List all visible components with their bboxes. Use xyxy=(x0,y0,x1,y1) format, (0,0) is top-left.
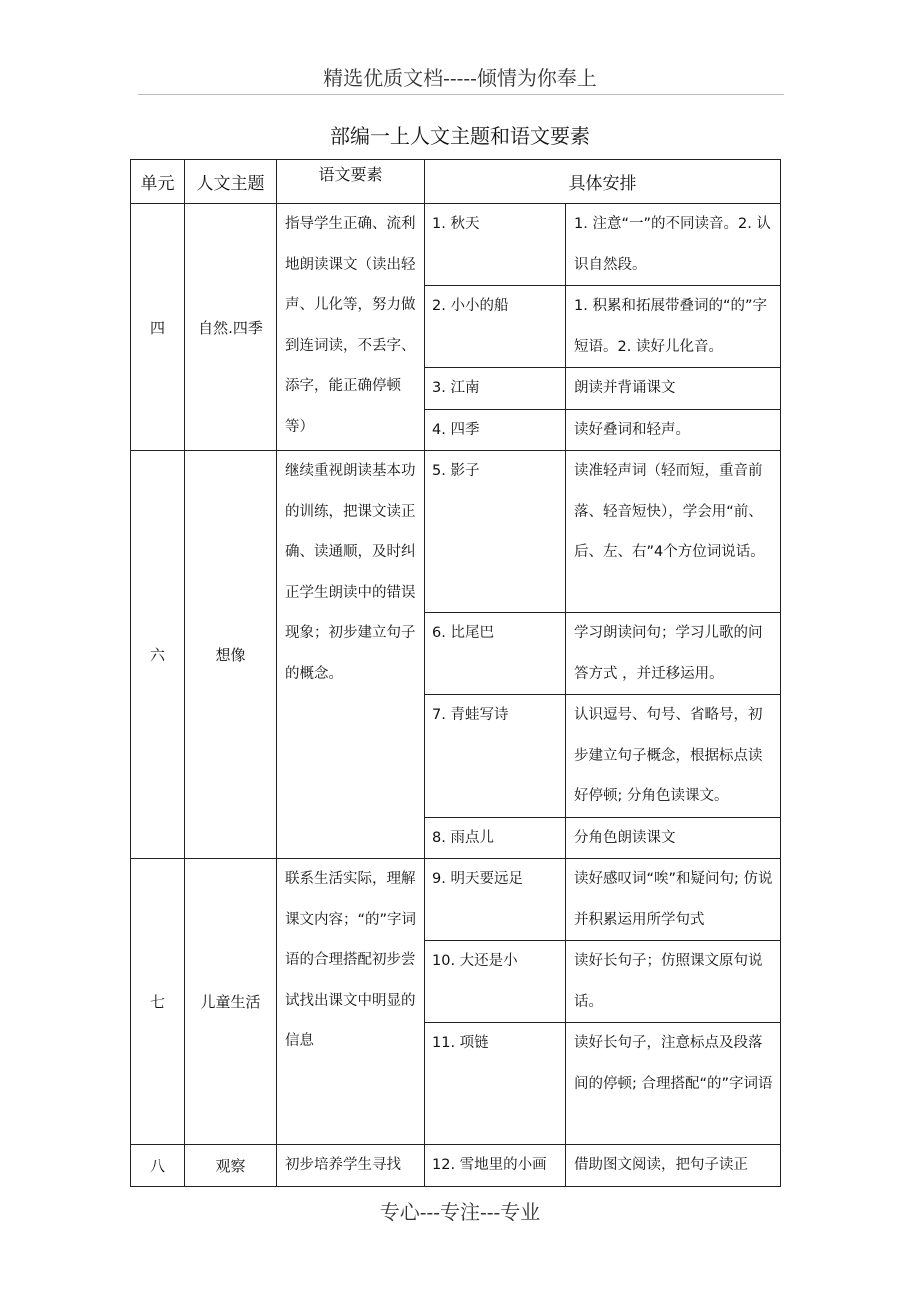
lesson-cell: 8. 雨点儿 xyxy=(425,817,566,859)
lesson-cell: 12. 雪地里的小画 xyxy=(425,1145,566,1187)
lesson-cell: 9. 明天要远足 xyxy=(425,859,566,941)
lesson-cell: 7. 青蛙写诗 xyxy=(425,695,566,818)
page-footer: 专心---专注---专业 xyxy=(379,1200,541,1224)
lesson-cell: 11. 项链 xyxy=(425,1023,566,1145)
detail-cell: 学习朗读问句；学习儿歌的问答方式 ，并迁移运用。 xyxy=(566,613,781,695)
header-elements: 语文要素 xyxy=(277,160,425,204)
page-header: 精选优质文档-----倾情为你奉上 xyxy=(323,66,597,90)
header-theme: 人文主题 xyxy=(185,160,277,204)
unit-cell: 四 xyxy=(131,204,185,451)
detail-cell: 读好叠词和轻声。 xyxy=(566,409,781,451)
table-row xyxy=(131,451,781,613)
header-arrangement: 具体安排 xyxy=(425,160,781,204)
lesson-cell: 2. 小小的船 xyxy=(425,286,566,368)
detail-cell: 读好感叹词“唉”和疑问句; 仿说并积累运用所学句式 xyxy=(566,859,781,941)
detail-cell: 借助图文阅读，把句子读正 xyxy=(566,1145,781,1187)
elements-cell: 继续重视朗读基本功的训练，把课文读正确、读通顺，及时纠正学生朗读中的错误现象；初步建立句子的概念。 xyxy=(277,451,425,859)
elements-cell: 联系生活实际，理解课文内容；“的”字词语的合理搭配初步尝试找出课文中明显的信息 xyxy=(277,859,425,1145)
detail-cell: 读好长句子；仿照课文原句说话。 xyxy=(566,941,781,1023)
header-divider xyxy=(138,94,784,95)
detail-cell: 分角色朗读课文 xyxy=(566,817,781,859)
theme-cell: 想像 xyxy=(185,451,277,859)
detail-cell: 读准轻声词（轻而短，重音前落、轻音短快），学会用“前、后、左、右”4个方位词说话。 xyxy=(566,451,781,613)
lesson-cell: 1. 秋天 xyxy=(425,204,566,286)
curriculum-table xyxy=(130,159,781,1187)
unit-cell: 八 xyxy=(131,1145,185,1187)
detail-cell: 1. 注意“一”的不同读音。2. 认识自然段。 xyxy=(566,204,781,286)
document-title: 部编一上人文主题和语文要素 xyxy=(330,124,590,148)
detail-cell: 读好长句子，注意标点及段落间的停顿; 合理搭配“的”字词语 xyxy=(566,1023,781,1145)
theme-cell: 儿童生活 xyxy=(185,859,277,1145)
lesson-cell: 5. 影子 xyxy=(425,451,566,613)
elements-cell: 指导学生正确、流利地朗读课文（读出轻声、儿化等，努力做到连词读，不丢字、添字，能正确停顿等） xyxy=(277,204,425,451)
theme-cell: 观察 xyxy=(185,1145,277,1187)
header-unit: 单元 xyxy=(131,160,185,204)
unit-cell: 六 xyxy=(131,451,185,859)
detail-cell: 1. 积累和拓展带叠词的“的”字短语。2. 读好儿化音。 xyxy=(566,286,781,368)
lesson-cell: 4. 四季 xyxy=(425,409,566,451)
table-row xyxy=(131,204,781,286)
detail-cell: 朗读并背诵课文 xyxy=(566,368,781,410)
unit-cell: 七 xyxy=(131,859,185,1145)
table-row xyxy=(131,1145,781,1187)
table-header-row xyxy=(131,160,781,204)
table-row xyxy=(131,859,781,941)
elements-cell: 初步培养学生寻找 xyxy=(277,1145,425,1187)
lesson-cell: 6. 比尾巴 xyxy=(425,613,566,695)
lesson-cell: 10. 大还是小 xyxy=(425,941,566,1023)
lesson-cell: 3. 江南 xyxy=(425,368,566,410)
detail-cell: 认识逗号、句号、省略号，初步建立句子概念，根据标点读好停顿; 分角色读课文。 xyxy=(566,695,781,818)
theme-cell: 自然.四季 xyxy=(185,204,277,451)
